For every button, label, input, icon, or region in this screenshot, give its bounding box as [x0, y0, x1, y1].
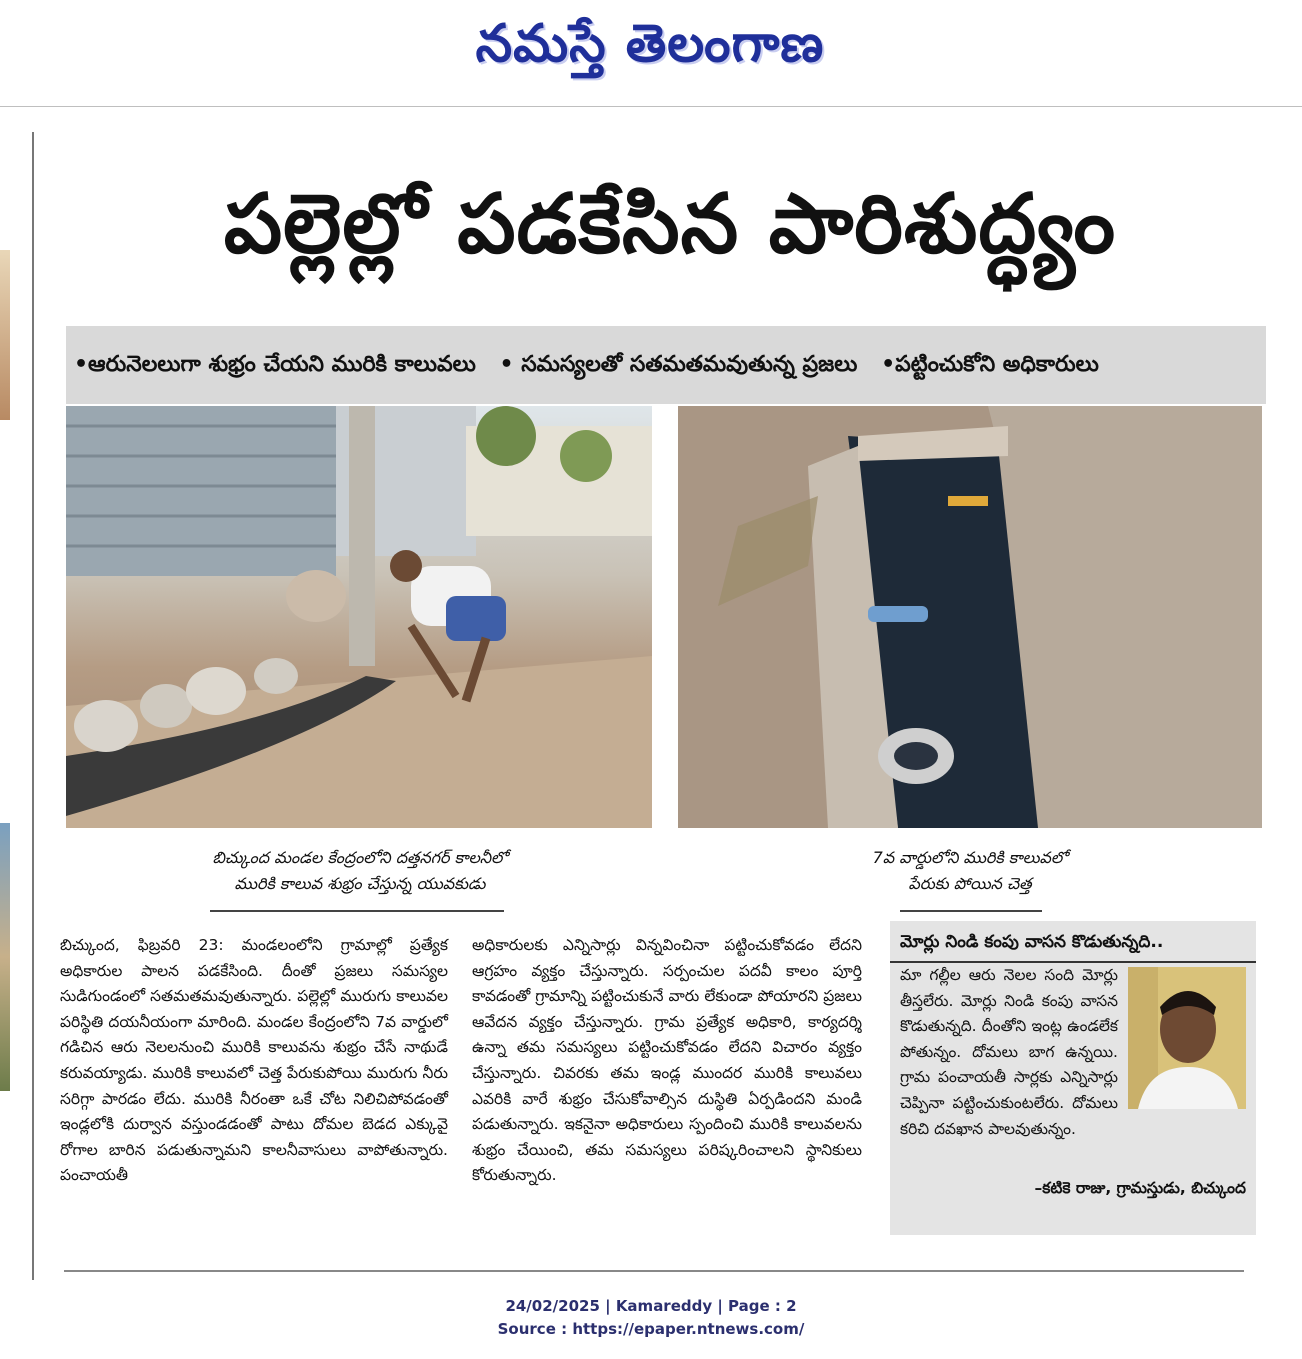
caption-line: బిచ్కుంద మండల కేంద్రంలోని దత్తనగర్ కాలనీలో	[212, 848, 508, 867]
quote-signature: –కటికె రాజు, గ్రామస్తుడు, బిచ్కుంద	[1034, 1179, 1246, 1197]
headline: పల్లెల్లో పడకేసిన పారిశుద్ధ్యం	[223, 177, 1117, 272]
photo-right-caption	[720, 845, 1220, 897]
article-column-1	[60, 933, 448, 1189]
subheadline-1: •ఆరునెలలుగా శుభ్రం చేయని మురికి కాలువలు	[74, 352, 476, 377]
quote-box	[890, 921, 1256, 1235]
adjacent-article-photo	[0, 823, 10, 1091]
portrait-illustration	[1128, 967, 1246, 1109]
article-text: అధికారులకు ఎన్నిసార్లు విన్నవించినా పట్టించుకోవడం లేదని ఆగ్రహం వ్యక్తం చేస్తున్నారు. సర్పంచుల పదవీ కాలం పూర్తి కావడంతో గ్రామాన్ని పట్టించుకునే వారు లేకుండా పోయారని ప్రజలు ఆవేదన వ్యక్తం చేస్తున్నారు. గ్రామ ప్రత్యేక అధికారి, కార్యదర్శి ఉన్నా తమ సమస్యలు పట్టించుకోవడం లేదని విచారం వ్యక్తం చేస్తున్నారు. చివరకు తమ ఇండ్ల ముందర మురికి కాలువలు ఎవరికి వారే శుభ్రం చేసుకోవాల్సిన దుస్థితి ఏర్పడిందని మండి పడుతున్నారు. ఇకనైనా అధికారులు స్పందించి మురికి కాలువలను శుభ్రం చేయించి, తమ సమస్యలు పరిష్కరించాలని స్థానికులు కోరుతున్నారు.	[472, 936, 862, 1185]
caption-underline	[210, 910, 504, 912]
portrait-photo	[1128, 967, 1246, 1109]
quote-text: మా గల్లీల ఆరు నెలల సంది మోర్లు తీస్తలేరు. మోర్లు నిండి కంపు వాసన కొడుతున్నది. దీంతోని ఇంట్ల ఉండలేక పోతున్నం. దోమలు బాగ ఉన్నయి. గ్రామ పంచాయతీ సార్లకు ఎన్నిసార్లు చెప్పినా పట్టించుకుంటలేరు. దోమలు కరిచి దవఖాన పాలవుతున్నం.	[900, 966, 1118, 1138]
subheadline-bar	[66, 326, 1266, 404]
article-text: బిచ్కుంద, ఫిబ్రవరి 23: మండలంలోని గ్రామాల్లో ప్రత్యేక అధికారుల పాలన పడకేసింది. దీంతో ప్రజలు సమస్యల సుడిగుండంలో సతమతమవుతున్నారు. పల్లెల్లో మురుగు కాలువల పరిస్థితి దయనీయంగా మారింది. మండల కేంద్రంలోని 7వ వార్డులో గడిచిన ఆరు నెలలనుంచి మురికి కాలువను శుభ్రం చేసే నాథుడే కరువయ్యాడు. మురికి కాలువలో చెత్త పేరుకుపోయి మురుగు నీరు సరిగ్గా పారడం లేదు. మురికి నీరంతా ఒకే చోట నిలిచిపోవడంతో ఇండ్లలోకి దుర్వాన వస్తుండడంతో పాటు దోమల బెడద ఎక్కువై రోగాల బారిన పడుతున్నామని కాలనీవాసులు వాపోతున్నారు. పంచాయతీ	[60, 936, 448, 1185]
subheadline-2: • సమస్యలతో సతమతమవుతున్న ప్రజలు	[499, 352, 858, 377]
quote-body	[900, 963, 1246, 1142]
masthead	[0, 0, 1302, 107]
quote-title: మోర్లు నిండి కంపు వాసన కొడుతున్నది..	[900, 932, 1164, 952]
page-bottom-rule	[64, 1270, 1244, 1272]
footer-date-edition: 24/02/2025 | Kamareddy | Page : 2	[505, 1297, 797, 1315]
newspaper-logo: నమస్తే తెలంగాణ	[475, 13, 825, 74]
caption-underline	[900, 910, 1042, 912]
caption-line: 7వ వార్డులోని మురికి కాలువలో	[872, 848, 1068, 867]
caption-line: పేరుకు పోయిన చెత్త	[908, 874, 1032, 893]
photo-illustration	[678, 406, 1262, 828]
caption-line: మురికి కాలువ శుభ్రం చేస్తున్న యువకుడు	[234, 874, 486, 893]
column-divider	[32, 132, 34, 1280]
footer-source: Source : https://epaper.ntnews.com/	[497, 1320, 805, 1338]
photo-drain-with-garbage	[678, 406, 1262, 828]
subheadline-3: •పట్టించుకోని అధికారులు	[881, 352, 1099, 377]
photo-illustration	[66, 406, 652, 828]
adjacent-article-photo	[0, 250, 10, 420]
article-column-2	[472, 933, 862, 1189]
photo-man-cleaning-drain	[66, 406, 652, 828]
photo-left-caption	[90, 845, 630, 897]
